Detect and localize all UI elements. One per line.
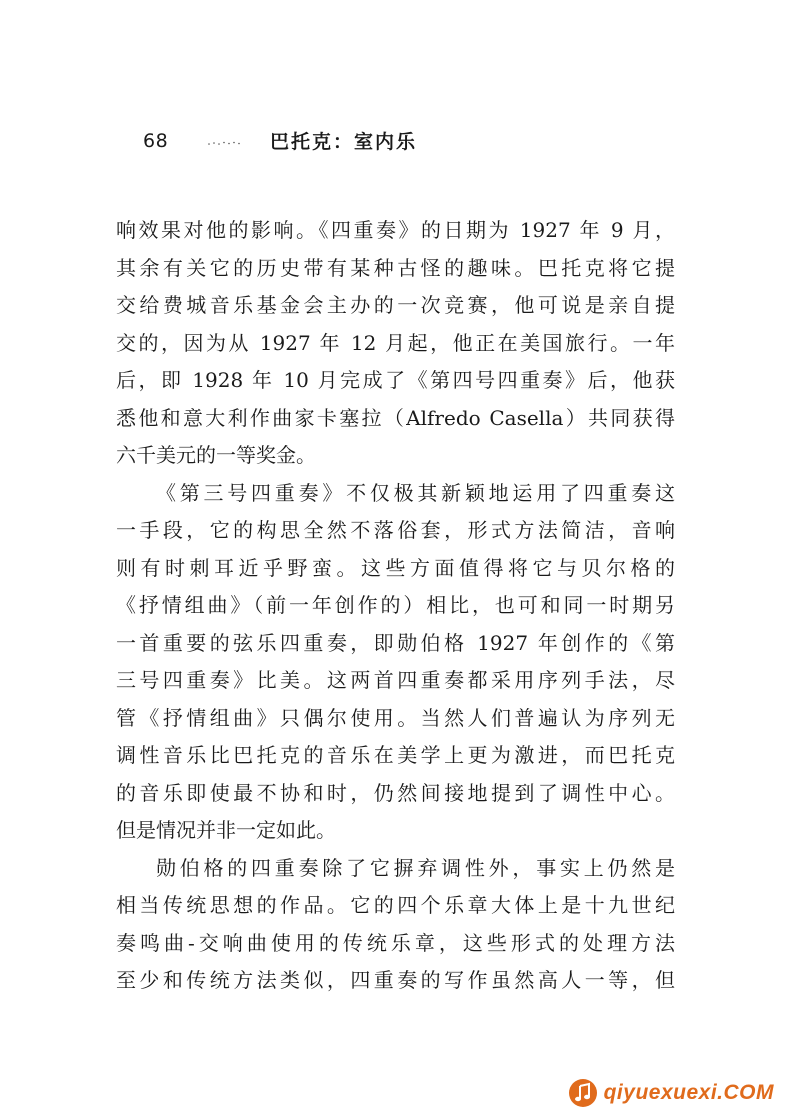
text-line: 响效果对他的影响。《四重奏》的日期为 1927 年 9 月， [116,218,675,242]
text-line: 一首重要的弦乐四重奏，即勋伯格 1927 年创作的《第 [116,630,675,655]
text-line: 后，即 1928 年 10 月完成了《第四号四重奏》后，他获 [116,368,675,392]
text-line: 相当传统思想的作品。它的四个乐章大体上是十九世纪 [116,893,675,917]
text-line: 交给费城音乐基金会主办的一次竞赛，他可说是亲自提 [116,293,675,317]
text-line: 悉他和意大利作曲家卡塞拉（Alfredo Casella）共同获得 [116,405,675,430]
text-line: 其余有关它的历史带有某种古怪的趣味。巴托克将它提 [116,255,675,280]
text-line: 《抒情组曲》（前一年创作的）相比，也可和同一时期另 [116,593,675,617]
text-line: 但是情况并非一定如此。 [116,818,336,842]
header-ornament-icon [206,140,244,146]
text-line: 一手段，它的构思全然不落俗套，形式方法简洁，音响 [116,518,675,542]
text-line: 三号四重奏》比美。这两首四重奏都采用序列手法，尽 [116,668,675,692]
text-line: 《第三号四重奏》不仅极其新颖地运用了四重奏这 [156,480,675,505]
page-number: 68 [143,130,169,152]
text-line: 至少和传统方法类似，四重奏的写作虽然高人一等，但 [116,968,675,992]
text-line: 管《抒情组曲》只偶尔使用。当然人们普遍认为序列无 [116,705,675,730]
text-line: 勋伯格的四重奏除了它摒弃调性外，事实上仍然是 [156,855,675,880]
music-note-icon [568,1078,598,1108]
watermark-text: qiyuexuexi.COM [603,1081,774,1104]
text-line: 的音乐即使最不协和时，仍然间接地提到了调性中心。 [116,780,675,805]
text-line: 六千美元的一等奖金。 [116,443,316,467]
text-line: 奏鸣曲-交响曲使用的传统乐章，这些形式的处理方法 [116,930,675,955]
body-text [116,212,675,1000]
watermark [568,1078,774,1108]
text-line: 则有时刺耳近乎野蛮。这些方面值得将它与贝尔格的 [116,555,675,580]
text-line: 调性音乐比巴托克的音乐在美学上更为激进，而巴托克 [116,743,675,767]
running-title: 巴托克：室内乐 [270,131,418,153]
page-header [0,120,794,160]
text-line: 交的，因为从 1927 年 12 月起，他正在美国旅行。一年 [116,330,675,355]
